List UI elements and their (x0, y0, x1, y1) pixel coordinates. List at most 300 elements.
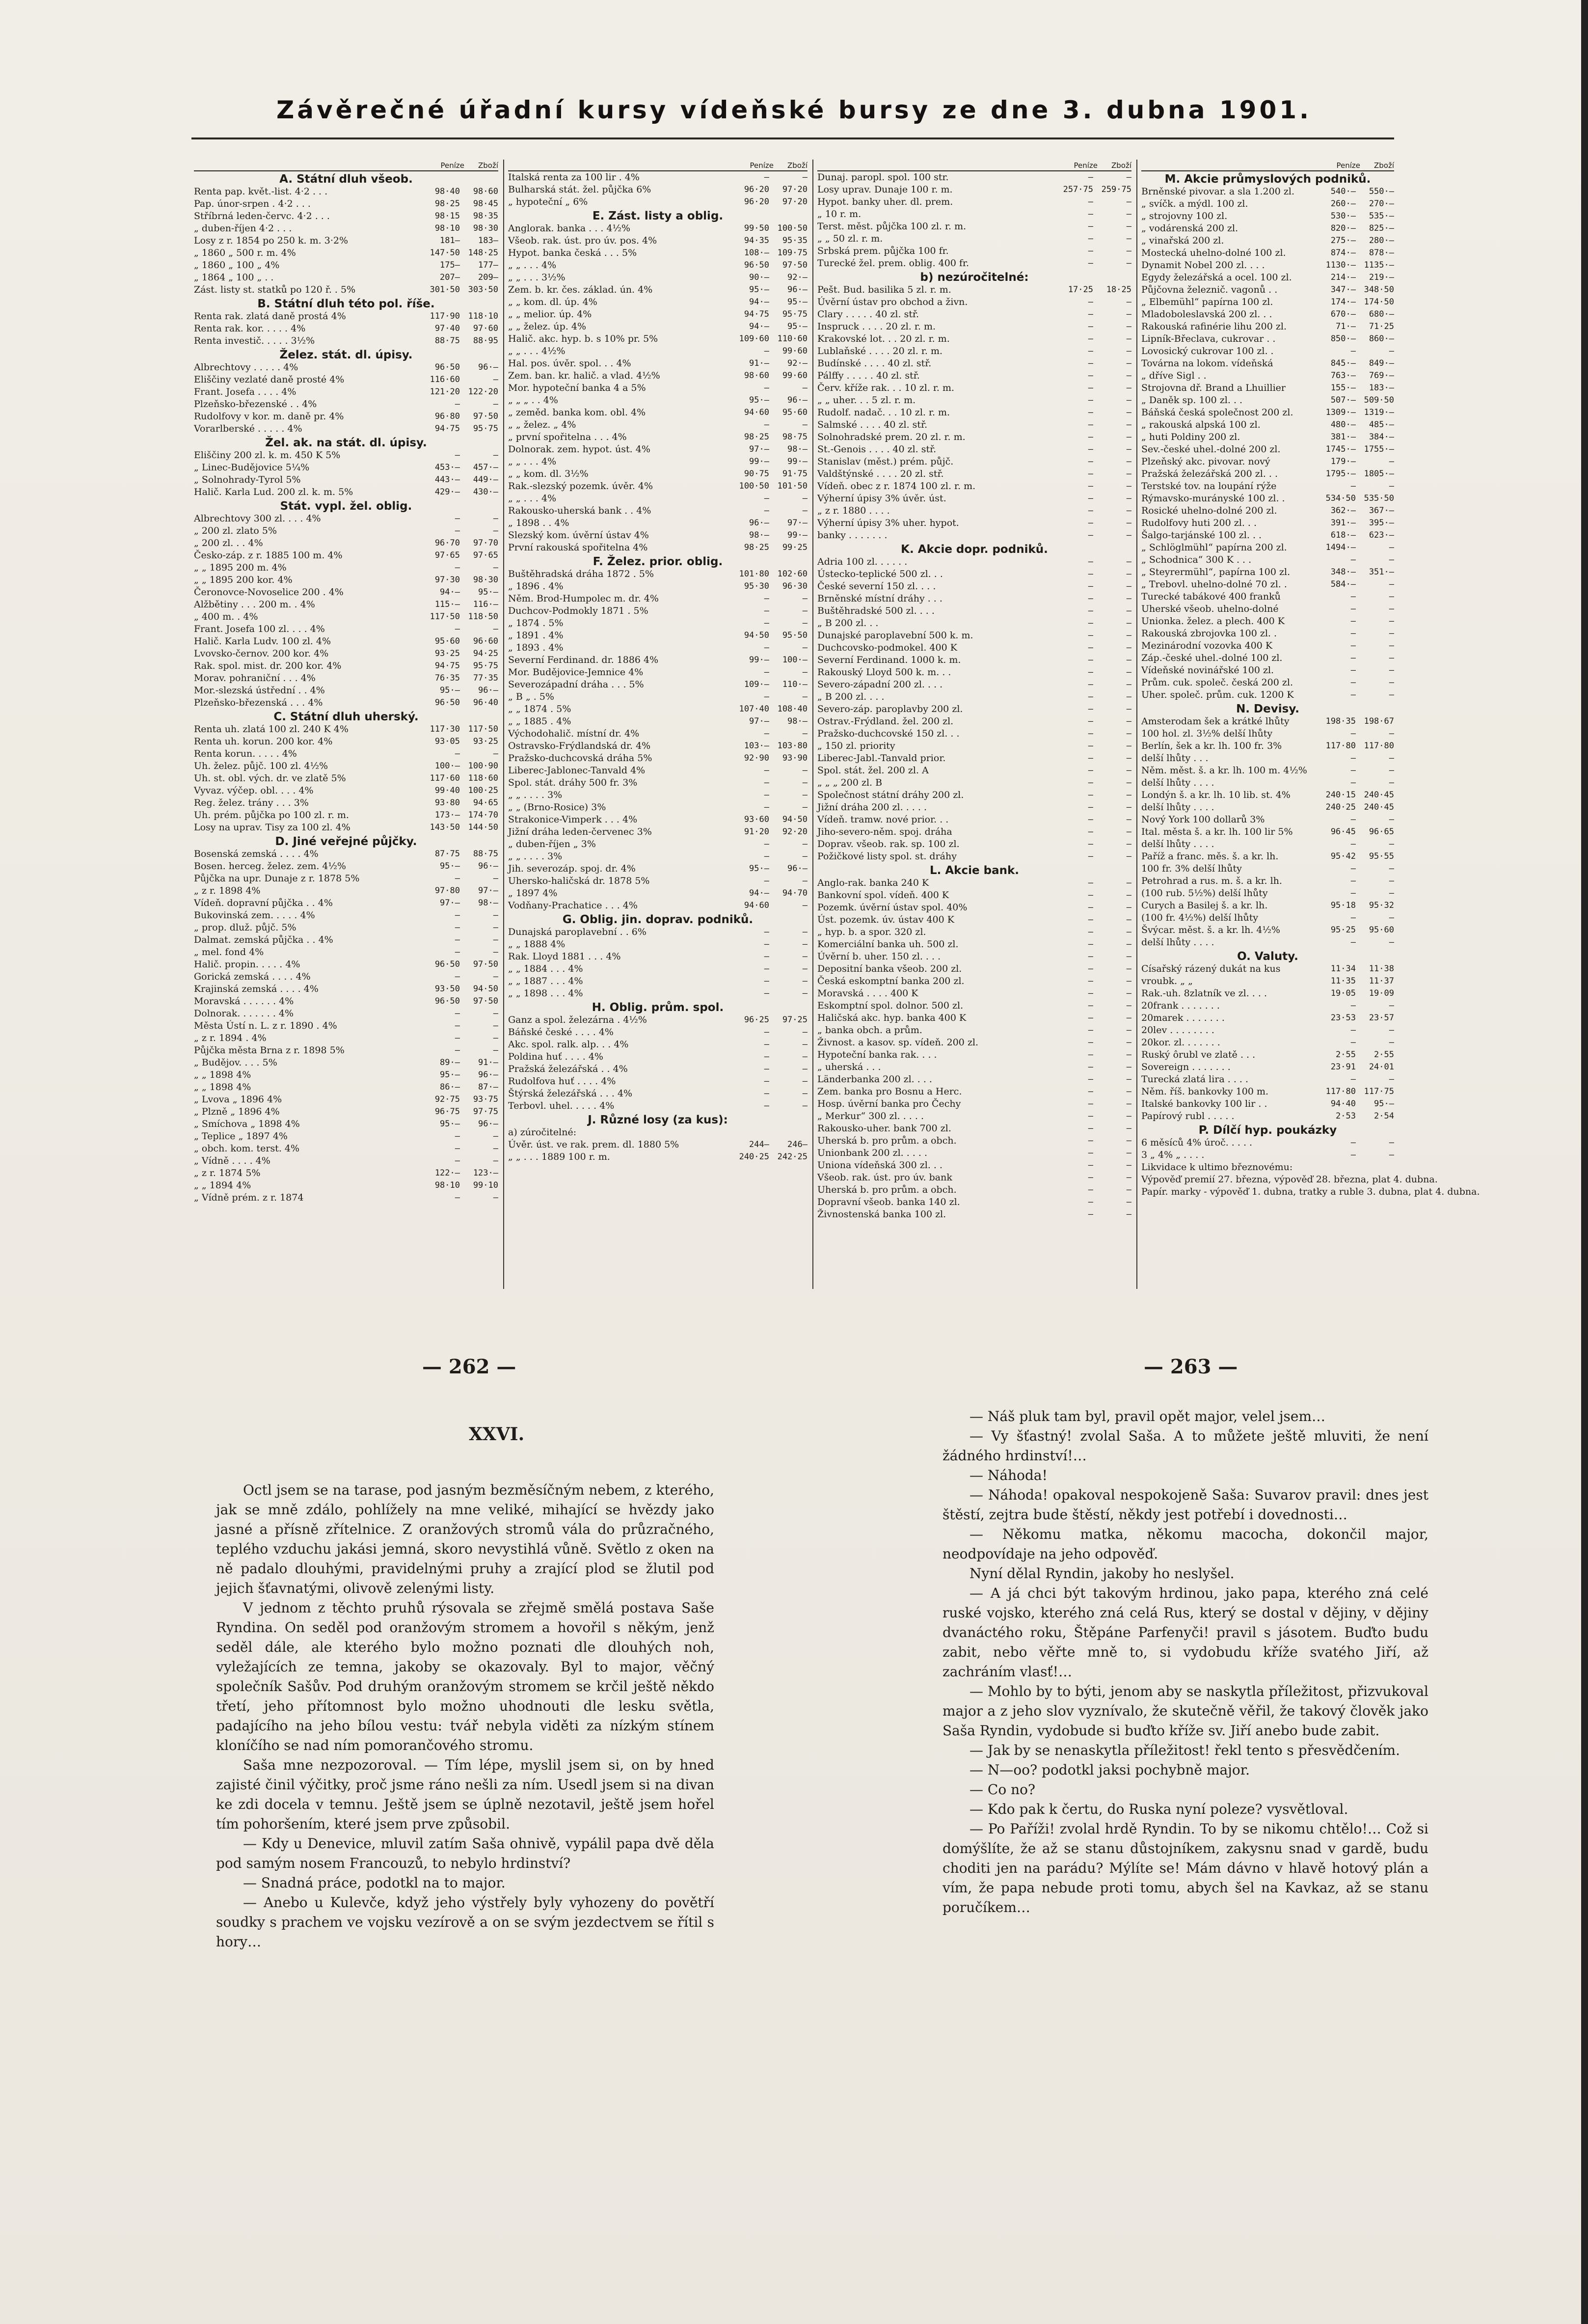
goods-price: 97·— (478, 886, 498, 896)
quote-row (817, 679, 1131, 691)
goods-price: — (1126, 1148, 1131, 1158)
quote-row (1141, 1186, 1480, 1198)
quote-row (817, 568, 1131, 580)
security-name: Lublaňské . . . . 20 zl. r. m. (817, 346, 943, 356)
security-name: Vídeň. tramw. nové prior. . . (817, 814, 949, 825)
quote-row (1141, 1161, 1394, 1174)
security-name: Rak.-uh. 8zlatník ve zl. . . . (1141, 988, 1267, 999)
quote-row (194, 235, 498, 247)
quote-row (817, 296, 1131, 308)
security-name: „ „ . . . 1889 100 r. m. (508, 1151, 610, 1162)
goods-price: 97·70 (473, 538, 498, 548)
goods-price: 95·60 (1369, 925, 1394, 935)
money-price: 480·— (1330, 420, 1356, 430)
security-name: Curych a Basilej š. a kr. lh. (1141, 900, 1268, 911)
money-price: — (1088, 839, 1093, 849)
security-name: „ Schodnica“ 300 K . . . (1141, 554, 1252, 565)
security-name: Slezský kom. úvěrní ústav 4% (508, 530, 649, 541)
goods-price: 96·40 (473, 698, 498, 708)
quote-row (508, 765, 807, 777)
money-price: — (764, 802, 769, 812)
goods-price: — (1389, 815, 1394, 824)
goods-price: — (1126, 643, 1131, 653)
quote-row (508, 850, 807, 863)
quote-row (817, 1012, 1131, 1024)
paragraph: — Náš pluk tam byl, pravil opět major, velel jsem… (969, 1408, 1326, 1424)
money-price: 94·60 (744, 901, 769, 910)
goods-price: — (802, 1027, 807, 1037)
money-price: — (1088, 420, 1093, 430)
security-name: Rakouská rafinérie lihu 200 zl. (1141, 321, 1287, 332)
security-name: Rakousko-uherská bank . . 4% (508, 505, 651, 516)
quote-row (194, 186, 498, 198)
security-name: Ústecko-teplické 500 zl. . . (817, 569, 943, 579)
money-price: — (1088, 692, 1093, 702)
quote-row (1141, 1049, 1394, 1061)
security-name: „ uherská . . . (817, 1062, 881, 1072)
right-page-text (942, 1407, 1428, 1917)
goods-price: — (1126, 432, 1131, 442)
security-name: Vídeň. dopravní půjčka . . 4% (194, 898, 333, 908)
quote-row (817, 357, 1131, 370)
quote-row (1141, 247, 1394, 259)
goods-price: — (802, 1076, 807, 1086)
quote-row (1141, 1061, 1394, 1073)
goods-price: 118·60 (468, 773, 498, 783)
security-name: „ Schlöglmühl“ papírna 200 zl. (1141, 542, 1287, 553)
quote-row (508, 863, 807, 875)
goods-price: — (802, 778, 807, 788)
money-price: — (1088, 581, 1093, 591)
goods-price: — (1389, 481, 1394, 491)
security-name: Uh. prém. půjčka po 100 zl. r. m. (194, 810, 349, 820)
quote-row (194, 697, 498, 709)
security-name: Frant. Josefa . . . . 4% (194, 386, 296, 397)
quote-row (1141, 826, 1394, 838)
goods-price: 95·— (1374, 1099, 1394, 1109)
goods-price: 110·— (782, 680, 807, 689)
quote-row (1141, 222, 1394, 235)
section-heading: A. Státní dluh všeob. (279, 173, 413, 186)
money-price: 97·— (440, 898, 460, 908)
goods-price: 1805·— (1364, 469, 1394, 479)
security-name: „ dříve Sigl . . (1141, 370, 1207, 381)
goods-price: 97·20 (782, 197, 807, 207)
quote-row (1141, 468, 1394, 480)
goods-price: 259·75 (1101, 185, 1131, 194)
security-name: Severní Ferdinand. dr. 1886 4% (508, 655, 659, 665)
security-name: Hypot. banky uher. dl. prem. (817, 196, 953, 207)
goods-price: — (1126, 1197, 1131, 1207)
quote-row (817, 1184, 1131, 1196)
money-price: 93·60 (744, 815, 769, 824)
money-price: 95·60 (434, 636, 460, 646)
section-heading: C. Státní dluh uherský. (273, 711, 419, 723)
security-name: Úvěr. úst. ve rak. prem. dl. 1880 5% (508, 1139, 679, 1150)
goods-price: — (493, 935, 498, 945)
quote-row (194, 660, 498, 672)
security-name: Terst. měst. půjčka 100 zl. r. m. (817, 221, 967, 232)
goods-price: — (1126, 988, 1131, 998)
money-price: — (1088, 221, 1093, 231)
security-name: Úst. pozemk. úv. ústav 400 K (817, 914, 954, 925)
money-price: — (1088, 729, 1093, 738)
goods-price: — (1389, 665, 1394, 675)
goods-price: 96·— (478, 1119, 498, 1129)
goods-price: — (1389, 457, 1394, 466)
quote-row (817, 208, 1131, 220)
quote-row (508, 814, 807, 826)
quote-row (194, 586, 498, 599)
goods-price: 449·— (473, 475, 498, 485)
money-price: — (455, 910, 460, 920)
quote-row (194, 361, 498, 374)
section-heading: H. Oblig. prům. spol. (592, 1001, 724, 1014)
money-price: 100·— (434, 761, 460, 771)
goods-price: — (802, 851, 807, 861)
quote-row (817, 419, 1131, 431)
money-price: — (764, 618, 769, 628)
security-name: Dunajská paroplavební . . 6% (508, 927, 646, 937)
money-price: 117·80 (1325, 1087, 1356, 1096)
quote-row (1141, 900, 1394, 912)
money-price: 530·— (1330, 211, 1356, 221)
goods-price: 348·50 (1364, 285, 1394, 295)
goods-price: 100·— (782, 655, 807, 665)
paragraph: — N—oo? podotkl jaksi pochybně major. (969, 1762, 1250, 1778)
money-price: 96·25 (744, 1015, 769, 1025)
quote-row (508, 629, 807, 642)
quote-row (194, 486, 498, 498)
security-name: Komerciální banka uh. 500 zl. (817, 939, 959, 950)
quote-row (508, 468, 807, 480)
quote-row (194, 574, 498, 586)
goods-price: — (1126, 692, 1131, 702)
quote-row (1141, 542, 1394, 554)
goods-price: — (1126, 753, 1131, 763)
security-name: Lipník-Břeclava, cukrovar . . (1141, 333, 1276, 344)
quote-row (1141, 912, 1394, 924)
security-name: Renta korun. . . . . 4% (194, 748, 297, 759)
security-name: Sovereign . . . . . . . (1141, 1062, 1231, 1072)
security-name: „ Teplice „ 1897 4% (194, 1131, 288, 1142)
quote-row (1141, 357, 1394, 370)
goods-price: — (1126, 209, 1131, 219)
money-price: 2·55 (1336, 1050, 1356, 1060)
quote-row (508, 593, 807, 605)
section-heading: N. Devisy. (1236, 703, 1299, 715)
goods-price: — (1389, 690, 1394, 700)
money-price: 94·60 (744, 408, 769, 417)
money-price: — (1088, 432, 1093, 442)
money-price: — (1088, 915, 1093, 925)
quote-row (817, 1073, 1131, 1086)
quote-row (194, 513, 498, 525)
quote-row (817, 838, 1131, 850)
goods-price: — (493, 450, 498, 460)
money-price: 98·40 (434, 187, 460, 196)
money-price: 93·80 (434, 798, 460, 808)
security-name: Mor. Budějovice-Jemnice 4% (508, 667, 644, 678)
money-label: Peníze (1336, 161, 1360, 170)
quote-row (1141, 321, 1394, 333)
security-name: 100 hol. zl. 3½% delší lhůty (1141, 728, 1273, 739)
quote-row (817, 593, 1131, 605)
money-price: — (1088, 506, 1093, 516)
goods-price: — (1126, 1013, 1131, 1023)
security-name: „ 1860 „ 500 r. m. 4% (194, 247, 296, 258)
money-price: 96·50 (434, 959, 460, 969)
quote-row (817, 308, 1131, 321)
quote-row (194, 423, 498, 435)
money-price: — (764, 778, 769, 788)
security-name: Půjčka na upr. Dunaje z r. 1878 5% (194, 873, 360, 884)
security-name: Hal. pos. úvěr. spol. . . 4% (508, 358, 631, 369)
goods-price: — (802, 1101, 807, 1111)
money-price: — (764, 1101, 769, 1111)
security-name: Uhersko-haličská dr. 1878 5% (508, 875, 650, 886)
security-name: Amsterodam šek a krátké lhůty (1141, 716, 1290, 727)
money-price: — (1350, 1150, 1356, 1160)
security-name: Česko-záp. z r. 1885 100 m. 4% (194, 550, 343, 561)
goods-price: — (1126, 444, 1131, 454)
security-name: Ital. města š. a kr. lh. 100 lir 5% (1141, 826, 1293, 837)
money-price: 275·— (1330, 236, 1356, 246)
security-name: Prům. cuk. společ. česká 200 zl. (1141, 677, 1293, 688)
goods-price: — (493, 972, 498, 982)
money-price: 89·— (440, 1058, 460, 1067)
quote-row (194, 1167, 498, 1179)
quote-row (194, 1032, 498, 1044)
quote-row (508, 382, 807, 394)
goods-price: — (1126, 1136, 1131, 1146)
security-name: Turecká zlatá lira . . . . (1141, 1074, 1249, 1085)
money-price: — (1088, 902, 1093, 912)
goods-price: — (1126, 1160, 1131, 1170)
money-price: 97·40 (434, 324, 460, 333)
security-name: Sev.-české uhel.-dolné 200 zl. (1141, 444, 1281, 455)
security-name: „ 400 m. . 4% (194, 611, 258, 622)
goods-price: 99·60 (782, 346, 807, 356)
security-name: „ „ . . . 4% (508, 260, 557, 271)
goods-price: 95·— (787, 297, 807, 307)
security-name: Papír. marky - výpověď 1. dubna, tratky a ruble 3. dubna, plat 4. dubna. (1141, 1186, 1480, 1197)
security-name: Poldina huť . . . . 4% (508, 1051, 603, 1062)
section-heading: Želez. stát. dl. úpisy. (279, 349, 413, 361)
market-column-3 (817, 160, 1131, 1221)
security-name: „ B „ . 5% (508, 691, 554, 702)
money-price: 348·— (1330, 567, 1356, 577)
goods-price: — (1389, 888, 1394, 898)
quote-row (194, 386, 498, 398)
security-name: Renta rak. kor. . . . . 4% (194, 323, 306, 334)
goods-price: — (1126, 493, 1131, 503)
quote-row (508, 938, 807, 951)
goods-price: 303·50 (468, 285, 498, 295)
goods-price: — (493, 1021, 498, 1031)
goods-price: — (493, 526, 498, 536)
quote-row (194, 1081, 498, 1094)
goods-price: 117·80 (1364, 741, 1394, 751)
quote-row (1141, 1174, 1438, 1186)
security-name: delší lhůty . . . (1141, 753, 1209, 764)
security-name: „ „ uher. . . 5 zl. r. m. (817, 395, 916, 406)
paragraph: — Co no? (969, 1781, 1035, 1798)
quote-row (1141, 578, 1394, 591)
goods-price: — (1126, 1038, 1131, 1047)
money-price: — (764, 1089, 769, 1098)
security-name: Eliščiny vezlaté daně prosté 4% (194, 374, 345, 385)
quote-row (817, 1172, 1131, 1184)
goods-price: 1135·— (1364, 260, 1394, 270)
money-price: 94·40 (1330, 1099, 1356, 1109)
goods-price: — (1126, 606, 1131, 616)
goods-price: 96·— (787, 285, 807, 295)
quote-row (1141, 963, 1394, 975)
quote-row (508, 517, 807, 529)
security-name: Lvovsko-černov. 200 kor. 4% (194, 648, 329, 659)
security-name: Budínské . . . . 40 zl. stř. (817, 358, 932, 369)
money-price: — (455, 947, 460, 957)
quote-row (194, 821, 498, 834)
goods-price: — (1389, 616, 1394, 626)
money-price: 96·75 (434, 1107, 460, 1117)
money-price: — (1088, 334, 1093, 344)
quote-row (194, 462, 498, 474)
goods-price: — (493, 1156, 498, 1166)
goods-price: — (802, 952, 807, 961)
money-price: — (1088, 1185, 1093, 1195)
goods-price: — (802, 506, 807, 516)
money-price: — (1350, 888, 1356, 898)
money-price: 96·20 (744, 185, 769, 194)
security-name: „ „ kom. dl. úp. 4% (508, 297, 597, 307)
quote-row (194, 684, 498, 697)
money-price: — (455, 1144, 460, 1153)
money-price: — (455, 450, 460, 460)
money-price: — (1088, 569, 1093, 579)
money-price: — (1088, 976, 1093, 986)
quote-row (194, 525, 498, 537)
quote-row (817, 975, 1131, 987)
security-name: Pražská železářská 200 zl. . . (1141, 468, 1278, 479)
security-name: Rudolf. nadač. . . 10 zl. r. m. (817, 407, 950, 418)
quote-row (194, 562, 498, 574)
money-price: — (1088, 371, 1093, 381)
section-heading: J. Různé losy (za kus): (588, 1114, 728, 1126)
goods-price: — (1126, 297, 1131, 307)
money-price: 86·— (440, 1082, 460, 1092)
security-name: Renta rak. zlatá daně prostá 4% (194, 311, 346, 322)
quote-row (508, 235, 807, 247)
goods-price: 11·37 (1369, 976, 1394, 986)
goods-price: — (1126, 383, 1131, 393)
money-price: 850·— (1330, 334, 1356, 344)
security-name: „ „ . . . 4% (508, 493, 557, 504)
goods-price: — (493, 1033, 498, 1043)
quote-row (508, 900, 807, 912)
quote-row (817, 505, 1131, 517)
money-price: — (764, 172, 769, 182)
quote-row (508, 887, 807, 900)
money-price: — (1088, 655, 1093, 665)
goods-price: — (1389, 1138, 1394, 1148)
money-price: 17·25 (1068, 285, 1093, 295)
money-price: 214·— (1330, 273, 1356, 282)
goods-price: — (802, 383, 807, 393)
goods-price: 95·60 (782, 408, 807, 417)
goods-price: — (1126, 1173, 1131, 1182)
quote-row (1141, 431, 1394, 443)
paragraph: — Snadná práce, podotkl na to major. (243, 1875, 506, 1891)
security-name: „ Solnohrady-Tyrol 5% (194, 474, 301, 485)
security-name: Severo-záp. paroplavby 200 zl. (817, 704, 963, 714)
goods-price: 246— (787, 1140, 807, 1149)
money-price: — (455, 514, 460, 523)
goods-price: 95·35 (782, 236, 807, 246)
security-name: Vyvaz. výčep. obl. . . . 4% (194, 785, 314, 796)
paragraph: — Náhoda! opakoval nespokojeně Saša: Suvarov pravil: dnes jest štěstí, zejtra bude štěstí, někdy jest potřebí i dovednosti… (942, 1487, 1428, 1523)
goods-price: 485·— (1369, 420, 1394, 430)
security-name: „ mel. fond 4% (194, 947, 264, 957)
money-price: 19·05 (1330, 988, 1356, 998)
quote-row (1141, 407, 1394, 419)
security-name: „ svíčk. a mýdl. 100 zl. (1141, 198, 1248, 209)
goods-price: 100·90 (468, 761, 498, 771)
quote-row (508, 542, 807, 554)
goods-price: 97·20 (782, 185, 807, 194)
money-price: — (764, 1076, 769, 1086)
money-price: 94·— (749, 322, 769, 331)
quote-row (817, 233, 1131, 245)
money-price: — (455, 1193, 460, 1203)
quote-row (508, 789, 807, 801)
quote-row (817, 196, 1131, 208)
security-name: Plzeňsko-březenská . . . 4% (194, 697, 323, 708)
money-price: — (455, 1021, 460, 1031)
money-price: — (1350, 653, 1356, 663)
security-name: Frant. Josefa 100 zl. . . . 4% (194, 624, 325, 634)
money-price: 23·53 (1330, 1013, 1356, 1023)
goods-price: — (1126, 1074, 1131, 1084)
security-name: Albrechtovy . . . . . 4% (194, 362, 298, 373)
security-name: Papírový rubl . . . . . (1141, 1111, 1235, 1121)
money-price: — (764, 1052, 769, 1062)
goods-price: — (1126, 815, 1131, 824)
quote-row (1141, 975, 1394, 987)
quote-row (508, 691, 807, 703)
quote-row (817, 666, 1131, 679)
goods-price: 77·35 (473, 673, 498, 683)
money-price: — (1088, 481, 1093, 491)
security-name: Mor. hypoteční banka 4 a 5% (508, 383, 646, 393)
security-name: Turecké žel. prem. oblig. 400 fr. (817, 258, 969, 269)
quote-row (194, 1179, 498, 1192)
goods-price: — (1126, 716, 1131, 726)
quote-row (508, 666, 807, 679)
security-name: Mezinárodní vozovka 400 K (1141, 640, 1273, 651)
money-price: — (1088, 1136, 1093, 1146)
security-name: Moravská . . . . . . 4% (194, 996, 294, 1007)
goods-price: — (493, 514, 498, 523)
goods-price: 623·— (1369, 530, 1394, 540)
goods-price: — (493, 1131, 498, 1141)
security-name: Buštěhradská dráha 1872 . 5% (508, 569, 654, 579)
security-name: „ „ 1895 200 kor. 4% (194, 574, 293, 585)
quote-row (194, 323, 498, 335)
money-price: — (1350, 876, 1356, 886)
money-price: 96·70 (434, 538, 460, 548)
